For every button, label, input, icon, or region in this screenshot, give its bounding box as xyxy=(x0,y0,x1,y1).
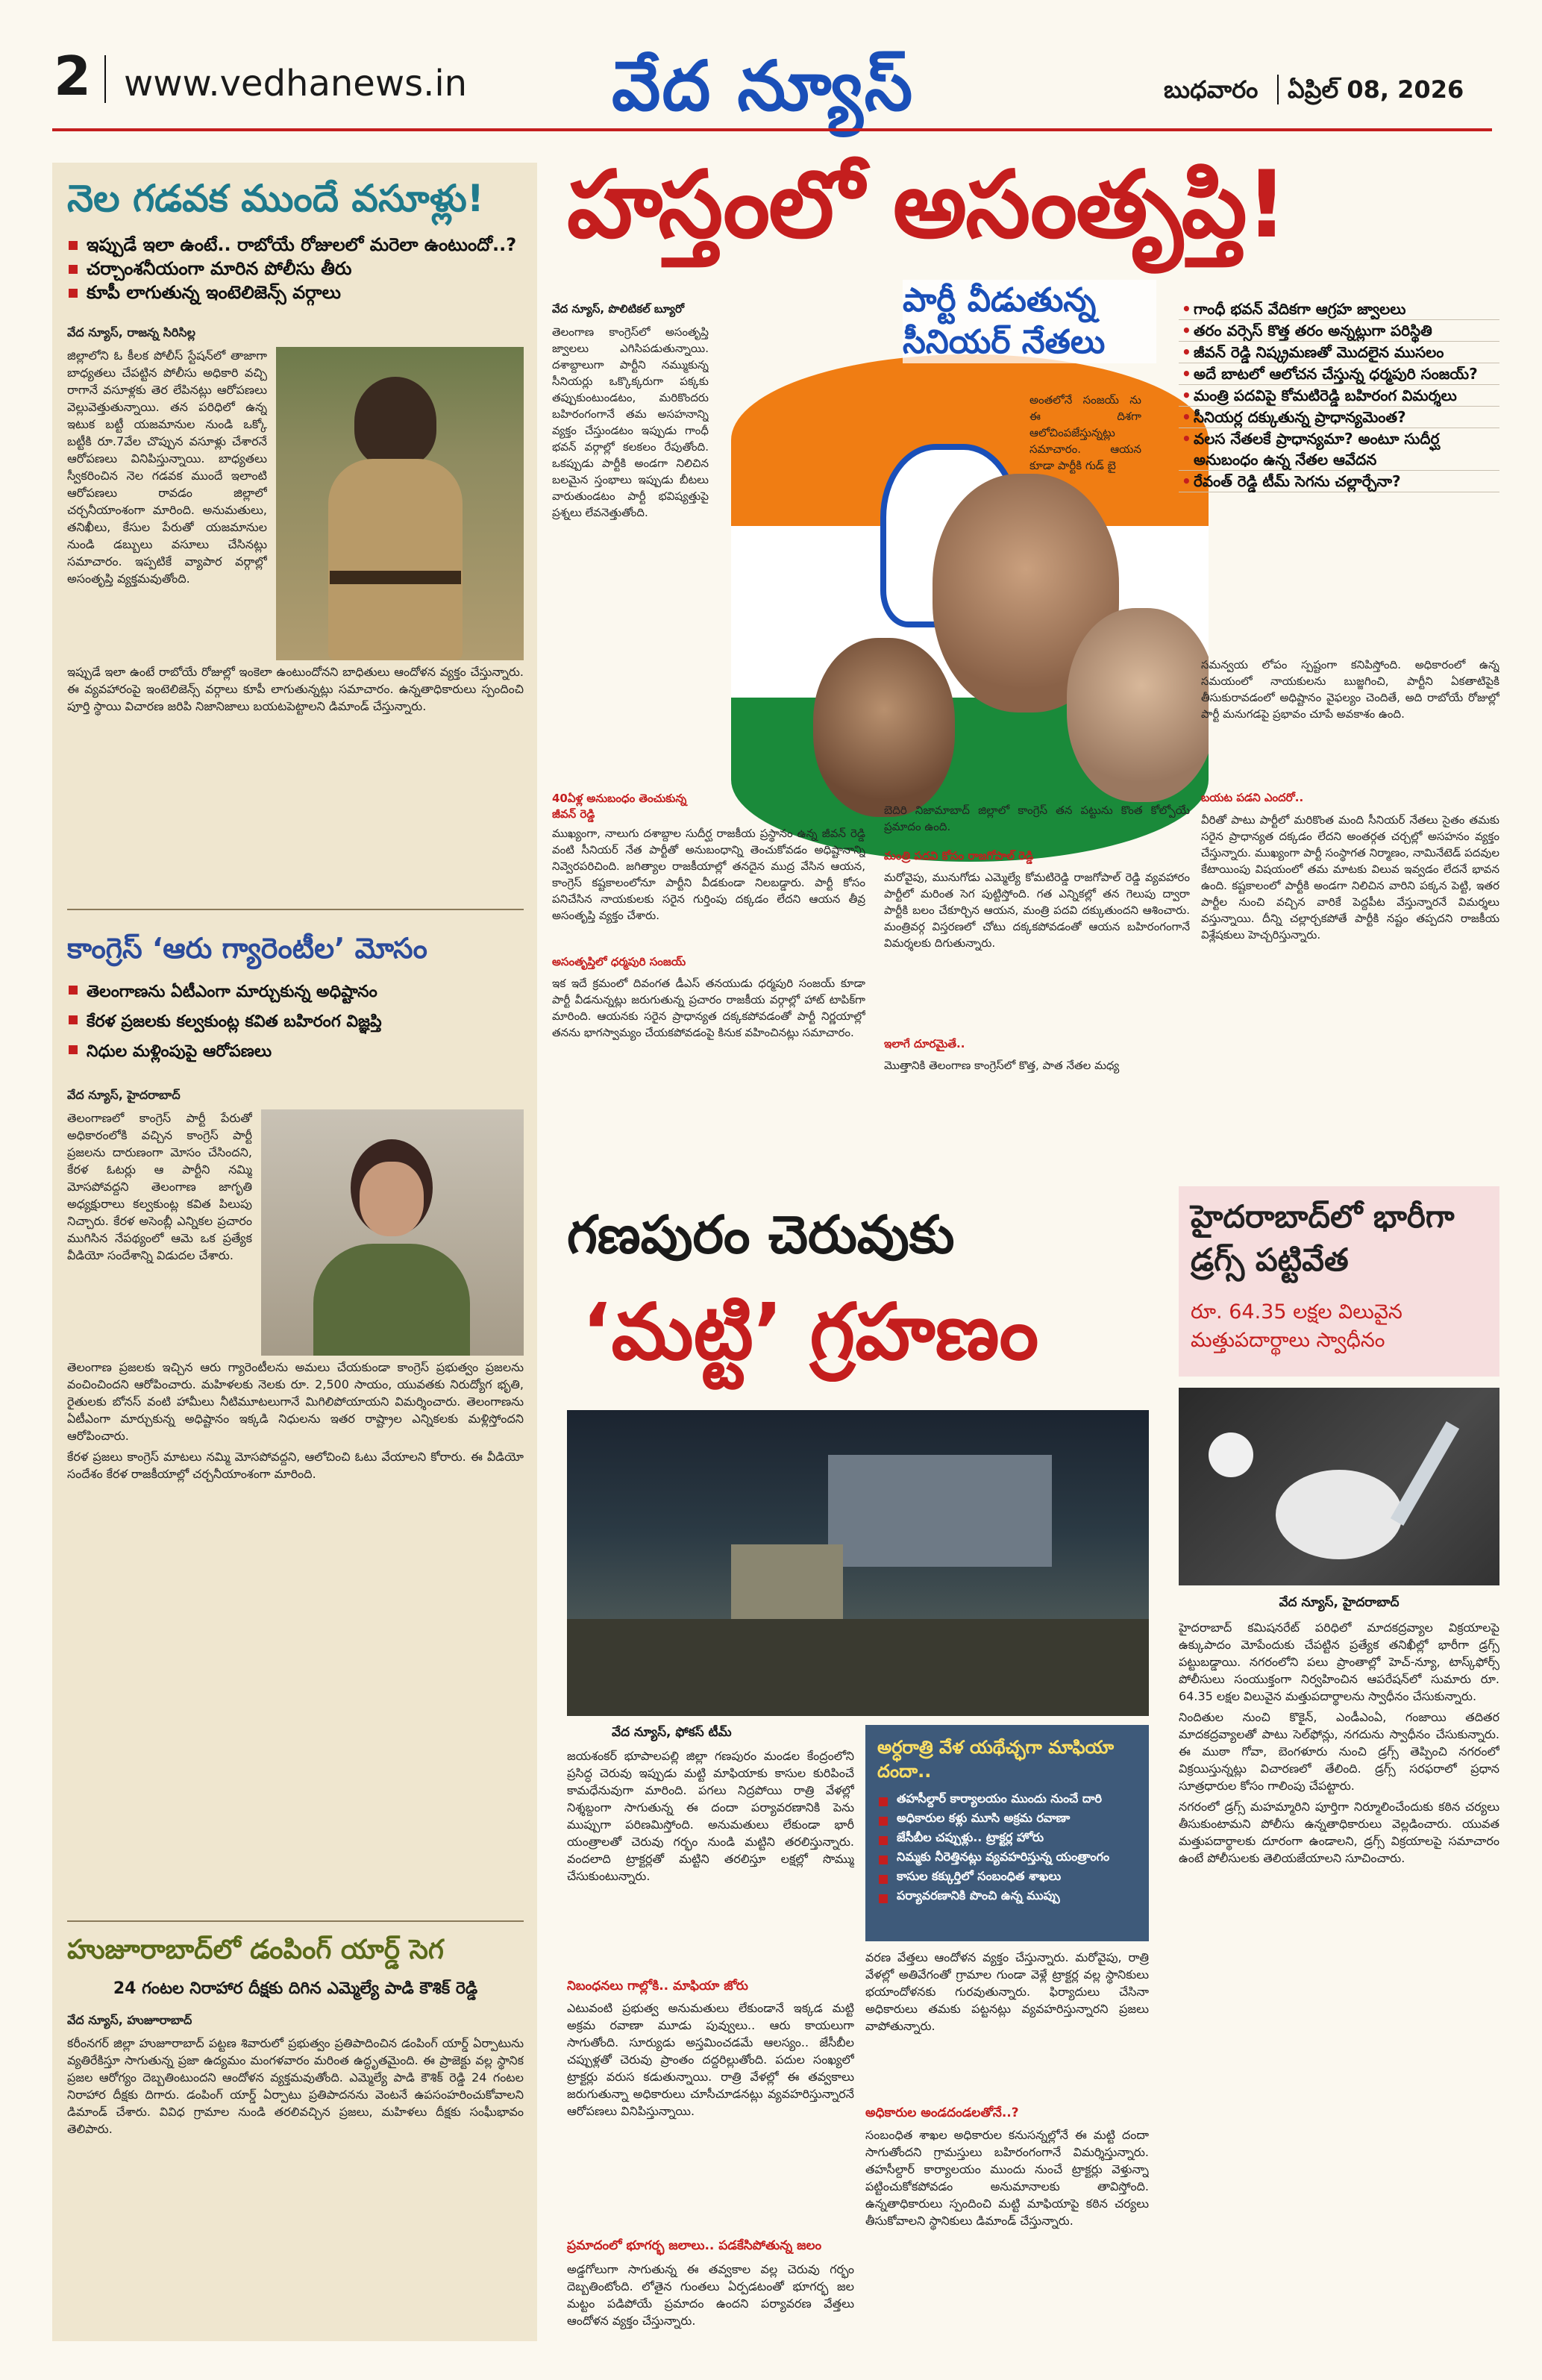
story2-text: తెలంగాణలో కాంగ్రెస్ పార్టీ పేరుతో అధికారంలోకి వచ్చిన కాంగ్రెస్ పార్టీ ప్రజలను దారుణంగా మోసం చేసిందని, కేరళ ఓటర్లు ఆ పార్టీని నమ్మి మోసపోవద్దని తెలంగాణ జాగృతి అధ్యక్షురాలు కల్వకుంట్ల కవిత పిలుపు నిచ్చారు. కేరళ అసెంబ్లీ ఎన్నికల ప్రచారం ముగిసిన నేపథ్యంలో ఆమె ఒక ప్రత్యేక వీడియో సందేశాన్ని విడుదల చేశారు. xyxy=(67,1111,252,1262)
lead-right-text-2: వీరితో పాటు పార్టీలో మరికొంత మంది సీనియర్ నేతలు సైతం తమకు సరైన ప్రాధాన్యత దక్కడం లేదని అంతర్గత చర్చల్లో అసహనం వ్యక్తం చేస్తున్నారు. ముఖ్యంగా పార్టీ సంస్థాగత నిర్మాణం, నామినేటెడ్ పదవుల కేటాయింపు విషయంలో తమ మాటకు విలువ ఇవ్వడం లేదనే భావన ఉంది. కష్టకాలంలో పార్టీకి అండగా నిలిచిన వారిని పక్కన పెట్టి, ఇతర పార్టీల నుంచి వచ్చిన వారికే పెద్దపీట వేస్తున్నారనే విమర్శలు వస్తున్నాయి. దీన్ని చల్లార్చకపోతే పార్టీకి నష్టం తప్పదని రాజకీయ విశ్లేషకులు హెచ్చరిస్తున్నారు. xyxy=(1201,813,1499,942)
police-officer-photo xyxy=(276,347,524,660)
lead-key-points xyxy=(1179,298,1499,649)
lead-text-3: ఇక ఇదే క్రమంలో దివంగత డీఎస్ తనయుడు ధర్మపురి సంజయ్ కూడా పార్టీ వీడనున్నట్లు జరుగుతున్న ప్రచారం రాజకీయ వర్గాల్లో హాట్ టాపిక్‌గా మారింది. ఆయనకు సరైన ప్రాధాన్యత దక్కకపోవడంతో పార్టీ నిర్ణయాల్లో తనను భాగస్వామ్యం చేయకపోవడంపై కినుక వహించినట్లు సమాచారం. xyxy=(552,977,865,1039)
key-point: • జీవన్ రెడ్డి నిష్క్రమణతో మొదలైన ముసలం xyxy=(1179,342,1499,363)
drugs-byline: వేద న్యూస్, హైదరాబాద్ xyxy=(1279,1595,1400,1610)
lake-box-title: అర్ధరాత్రి వేళ యథేచ్ఛగా మాఫియా దందా.. xyxy=(877,1737,1115,1782)
story1-text-2: ఇప్పుడే ఇలా ఉంటే రాబోయే రోజుల్లో ఇంకెలా ఉంటుందోనని బాధితులు ఆందోళన వ్యక్తం చేస్తున్నారు. ఈ వ్యవహారంపై ఇంటెలిజెన్స్ వర్గాలు కూపీ లాగుతున్నట్లు సమాచారం. ఉన్నతాధికారులు స్పందించి పూర్తి స్థాయి విచారణ జరిపి నిజానిజాలు బయటపెట్టాలని డిమాండ్ చేస్తున్నారు. xyxy=(67,665,524,713)
lead-side: అంతలోనే సంజయ్ ను ఈ దిశగా ఆలోచింపజేస్తున్నట్లు సమాచారం. ఆయన కూడా పార్టీకి గుడ్ బై xyxy=(1029,393,1141,472)
lake-box-item: అధికారుల కళ్లు మూసి అక్రమ రవాణా xyxy=(877,1809,1137,1828)
lead-subhead-2: మంత్రి పదవి కోసం రాజగోపాల్ రెడ్డి xyxy=(884,849,1034,862)
website-link[interactable]: www.vedhanews.in xyxy=(124,63,468,104)
lead-subhead-5: బయట పడని ఎందరో.. xyxy=(1201,791,1304,804)
kavitha-photo xyxy=(261,1109,524,1356)
lead-photo-collage xyxy=(716,295,1209,862)
story-collections xyxy=(67,176,524,820)
story2-bullet: నిధుల మళ్లింపుపై ఆరోపణలు xyxy=(67,1037,524,1067)
drugs-headline: హైదరాబాద్‌లో భారీగా డ్రగ్స్ పట్టివేత xyxy=(1191,1198,1455,1278)
story2-byline: వేద న్యూస్, హైదరాబాద్ xyxy=(67,1088,181,1102)
masthead: వేద న్యూస్ xyxy=(612,46,915,126)
story2-bullets xyxy=(67,977,524,1067)
lake-box-item: పర్యావరణానికి పొంచి ఉన్న ముప్పు xyxy=(877,1886,1137,1905)
divider xyxy=(67,909,524,910)
lead-subhead-4: ఇలాగే దూరమైతే.. xyxy=(884,1037,965,1050)
header-divider xyxy=(104,55,106,103)
lake-info-box xyxy=(865,1725,1149,1941)
header-date: ఏప్రిల్ 08, 2026 xyxy=(1288,75,1464,104)
lake-night-photo xyxy=(567,1410,1149,1716)
story1-byline: వేద న్యూస్, రాజన్న సిరిసిల్ల xyxy=(67,325,195,339)
key-point: • తరం వర్సెస్ కొత్త తరం అన్నట్లుగా పరిస్థితి xyxy=(1179,320,1499,342)
lake-story xyxy=(552,1186,1164,2350)
header-rule xyxy=(52,128,1492,131)
lake-text-4: వరణ వేత్తలు ఆందోళన వ్యక్తం చేస్తున్నారు. మరోవైపు, రాత్రి వేళల్లో అతివేగంతో గ్రామాల గుండా వెళ్లే ట్రాక్టర్ల వల్ల స్థానికులు భయాందోళనకు గురవుతున్నారు. ఫిర్యాదులు చేసినా అధికారులు తమకు పట్టనట్లు వ్యవహరిస్తున్నారని ప్రజలు వాపోతున్నారు. xyxy=(865,1950,1149,2033)
lead-headline-text: హస్తంలో అసంతృప్తి! xyxy=(567,151,1287,259)
story2-text-2: తెలంగాణ ప్రజలకు ఇచ్చిన ఆరు గ్యారెంటీలను అమలు చేయకుండా కాంగ్రెస్ ప్రభుత్వం ప్రజలను వంచించిందని ఆరోపించారు. మహిళలకు నెలకు రూ. 2,500 సాయం, యువతకు నిరుద్యోగ భృతి, రైతులకు బోనస్ వంటి హామీలు నీటిమూటలుగానే మిగిలిపోయాయని విమర్శించారు. తెలంగాణను ఏటీఎంగా మార్చుకున్న అధిష్టానం ఇక్కడి నిధులను ఇతర రాష్ట్రాల ఎన్నికలకు మళ్లిస్తోందని ఆరోపించారు. కేరళ ప్రజలు కాంగ్రెస్ మాటలు నమ్మి మోసపోవద్దని, ఆలోచించి ఓటు వేయాలని కోరారు. ఈ వీడియో సందేశం కేరళ రాజకీయాల్లో చర్చనీయాంశంగా మారింది. xyxy=(67,1360,524,1481)
lake-box-item: కాసుల కక్కుర్తిలో సంబంధిత శాఖలు xyxy=(877,1867,1137,1886)
story-dumping-yard xyxy=(67,1932,524,2311)
key-point: • రేవంత్ రెడ్డి టీమ్ సెగను చల్లార్చేనా? xyxy=(1179,471,1499,492)
lead-subhead-1: 40ఏళ్ల అనుబంధం తెంచుకున్న జీవన్ రెడ్డి xyxy=(552,792,687,821)
lake-byline: వేద న్యూస్, ఫోకస్ టీమ్ xyxy=(612,1725,732,1740)
page-number: 2 xyxy=(54,45,92,107)
story3-byline: వేద న్యూస్, హుజూరాబాద్ xyxy=(67,2013,192,2027)
lead-byline: వేద న్యూస్, పొలిటికల్ బ్యూరో xyxy=(552,302,685,316)
story1-bullet: చర్చాంశనీయంగా మారిన పోలీసు తీరు xyxy=(67,257,524,281)
header-day: బుధవారం xyxy=(1164,75,1259,104)
story3-headline: హుజూరాబాద్‌లో డంపింగ్ యార్డ్ సెగ xyxy=(67,1935,444,1965)
drugs-deck: రూ. 64.35 లక్షల విలువైన మత్తుపదార్థాలు స్వాధీనం xyxy=(1191,1300,1402,1352)
drugs-story xyxy=(1179,1186,1499,2350)
lead-deck: పార్టీ వీడుతున్న సీనియర్ నేతలు xyxy=(903,280,1156,363)
lake-text-1: జయశంకర్ భూపాలపల్లి జిల్లా గణపురం మండల కేంద్రంలోని ప్రసిద్ధ చెరువు ఇప్పుడు మట్టి మాఫియాకు కాసుల కురిపించే కామధేనువుగా మారింది. పగలు నిద్రపోయి రాత్రి వేళల్లో నిశ్శబ్దంగా సాగుతున్న ఈ దందా పర్యావరణానికి పెను ముప్పుగా పరిణమిస్తోంది. అనుమతులు లేకుండా భారీ యంత్రాలతో చెరువు గర్భం నుండి మట్టిని తరలిస్తున్నారు. వందలాది ట్రాక్టర్లతో మట్టిని తరలిస్తూ లక్షల్లో సొమ్ము చేసుకుంటున్నారు. xyxy=(567,1749,854,1883)
header-divider-2 xyxy=(1277,75,1279,104)
story-guarantees xyxy=(67,930,524,1672)
lead-intro: తెలంగాణ కాంగ్రెస్‌లో అసంతృప్తి జ్వాలలు ఎగిసిపడుతున్నాయి. దశాబ్దాలుగా పార్టీని నమ్ముకున్న సీనియర్లు ఒక్కొక్కరుగా పక్కకు తప్పుకుంటుండటం, మరికొందరు బహిరంగంగానే తమ అసహనాన్ని వ్యక్తం చేస్తుండటం ఇప్పుడు గాంధీ భవన్ వర్గాల్లో కలకలం రేపుతోంది. ఒకప్పుడు పార్టీకి అండగా నిలిచిన బలమైన స్తంభాలు ఇప్పుడు బీటలు వారుతుండటం పార్టీ భవిష్యత్తుపై ప్రశ్నలు లేవనెత్తుతోంది. xyxy=(552,325,709,519)
lake-headline-2: ‘మట్టి’ గ్రహణం xyxy=(582,1286,1039,1377)
story1-bullets xyxy=(67,233,524,304)
key-point: • గాంధీ భవన్ వేదికగా ఆగ్రహ జ్వాలలు xyxy=(1179,298,1499,320)
lead-headline xyxy=(567,149,1286,261)
drugs-photo xyxy=(1179,1388,1499,1585)
page-header xyxy=(0,0,1542,126)
lead-right-text-1: సమన్వయ లోపం స్పష్టంగా కనిపిస్తోంది. అధికారంలో ఉన్న సమయంలో నాయకులను బుజ్జగించి, పార్టీని ఏకతాటిపైకి తీసుకురావడంలో అధిష్టానం వైఫల్యం చెందితే, అది రాబోయే రోజుల్లో పార్టీ మనుగడపై ప్రభావం చూపే అవకాశం ఉంది. xyxy=(1201,658,1499,721)
lake-text-3: అడ్డగోలుగా సాగుతున్న ఈ తవ్వకాల వల్ల చెరువు గర్భం దెబ్బతింటోంది. లోతైన గుంతలు ఏర్పడటంతో భూగర్భ జల మట్టం పడిపోయే ప్రమాదం ఉందని పర్యావరణ వేత్తలు ఆందోళన వ్యక్తం చేస్తున్నారు. xyxy=(567,2262,854,2328)
lead-text-4: మొత్తానికి తెలంగాణ కాంగ్రెస్‌లో కొత్త, పాత నేతల మధ్య xyxy=(884,1059,1120,1072)
lake-text-2: ఎటువంటి ప్రభుత్వ అనుమతులు లేకుండానే ఇక్కడ మట్టి అక్రమ రవాణా మూడు పువ్వులు.. ఆరు కాయలుగా సాగుతోంది. సూర్యుడు అస్తమించడమే ఆలస్యం.. జేసీబీల చప్పుళ్లతో చెరువు ప్రాంతం దద్దరిల్లుతోంది. పదుల సంఖ్యలో ట్రాక్టర్లు వరుస కడుతున్నాయి. రాత్రి వేళల్లో ఈ తవ్వకాలు జరుగుతున్నా అధికారులు చూసీచూడనట్లు వ్యవహరిస్తున్నారనే ఆరోపణలు వినిపిస్తున్నాయి. xyxy=(567,2001,854,2118)
lake-box-item: తహసీల్దార్ కార్యాలయం ముందు నుంచే దారి xyxy=(877,1789,1137,1809)
drugs-text: హైదరాబాద్ కమిషనరేట్ పరిధిలో మాదకద్రవ్యాల విక్రయాలపై ఉక్కుపాదం మోపేందుకు చేపట్టిన ప్రత్యేక తనిఖీల్లో భారీగా డ్రగ్స్ పట్టుబడ్డాయి. నగరంలోని పలు ప్రాంతాల్లో హెచ్-న్యూ, టాస్క్‌ఫోర్స్ పోలీసులు సంయుక్తంగా నిర్వహించిన ఆపరేషన్‌లో సుమారు రూ. 64.35 లక్షల విలువైన మత్తుపదార్థాలను స్వాధీనం చేసుకున్నారు. నిందితుల నుంచి కొకైన్, ఎండీఎంఏ, గంజాయి తదితర మాదకద్రవ్యాలతో పాటు సెల్‌ఫోన్లు, నగదును స్వాధీనం చేసుకున్నారు. ఈ ముఠా గోవా, బెంగళూరు నుంచి డ్రగ్స్ తెప్పించి నగరంలో విక్రయిస్తున్నట్లు విచారణలో తేలింది. డ్రగ్స్ సరఫరాలో ప్రధాన సూత్రధారుల కోసం గాలింపు చేపట్టారు. నగరంలో డ్రగ్స్ మహమ్మారిని పూర్తిగా నిర్మూలించేందుకు కఠిన చర్యలు తీసుకుంటామని పోలీసు ఉన్నతాధికారులు వెల్లడించారు. యువత మత్తుపదార్థాలకు దూరంగా ఉండాలని, డ్రగ్స్ విక్రయాలపై సమాచారం ఉంటే పోలీసులకు తెలియజేయాలని సూచించారు. xyxy=(1179,1620,1499,1865)
story2-bullet: కేరళ ప్రజలకు కల్వకుంట్ల కవిత బహిరంగ విజ్ఞప్తి xyxy=(67,1007,524,1037)
key-point: • అదే బాటలో ఆలోచన చేస్తున్న ధర్మపురి సంజయ్? xyxy=(1179,363,1499,385)
lake-subhead-2: ప్రమాదంలో భూగర్భ జలాలు.. పడకేసిపోతున్న జలం xyxy=(567,2238,822,2253)
key-point: • వలస నేతలకే ప్రాధాన్యమా? అంటూ సుదీర్ఘ అనుబంధం ఉన్న నేతల ఆవేదన xyxy=(1179,428,1499,471)
story1-headline: నెల గడవక ముందే వసూళ్లు! xyxy=(67,177,484,220)
lake-box-item: జేసీబీల చప్పుళ్లు.. ట్రాక్టర్ల హోరు xyxy=(877,1828,1137,1847)
lake-headline-1: గణపురం చెరువుకు xyxy=(567,1204,955,1265)
divider xyxy=(67,1920,524,1922)
lead-subhead-3: అసంతృప్తిలో ధర్మపురి సంజయ్ xyxy=(552,955,686,968)
lead-text-2: మరోవైపు, మునుగోడు ఎమ్మెల్యే కోమటిరెడ్డి రాజగోపాల్ రెడ్డి వ్యవహారం పార్టీలో మరింత సెగ పుట్టిస్తోంది. గత ఎన్నికల్లో తన గెలుపు ద్వారా పార్టీకి బలం చేకూర్చిన ఆయన, మంత్రి పదవి దక్కుతుందని ఆశించారు. మంత్రివర్గ విస్తరణలో చోటు దక్కకపోవడంతో ఆయన బహిరంగంగానే విమర్శలకు దిగుతున్నారు. xyxy=(884,871,1190,950)
lake-subhead-1: నిబంధనలు గాల్లోకి.. మాఫియా జోరు xyxy=(567,1979,748,1994)
story1-bullet: కూపీ లాగుతున్న ఇంటెలిజెన్స్ వర్గాలు xyxy=(67,281,524,304)
key-point: • మంత్రి పదవిపై కోమటిరెడ్డి బహిరంగ విమర్శలు xyxy=(1179,385,1499,407)
lead-story xyxy=(552,142,1499,1134)
story2-bullet: తెలంగాణను ఏటీఎంగా మార్చుకున్న అధిష్టానం xyxy=(67,977,524,1007)
story3-text: కరీంనగర్ జిల్లా హుజూరాబాద్ పట్టణ శివారులో ప్రభుత్వం ప్రతిపాదించిన డంపింగ్ యార్డ్ ఏర్పాటును వ్యతిరేకిస్తూ సాగుతున్న ప్రజా ఉద్యమం మంగళవారం మరింత ఉద్ధృతమైంది. ఈ ప్రాజెక్టు వల్ల స్థానిక ప్రజల ఆరోగ్యం దెబ్బతింటుందని ఆందోళన వ్యక్తమవుతోంది. ఎమ్మెల్యే పాడి కౌశిక్ రెడ్డి 24 గంటల నిరాహార దీక్షకు దిగారు. డంపింగ్ యార్డ్ ఏర్పాటు ప్రతిపాదనను వెంటనే ఉపసంహరించుకోవాలని డిమాండ్ చేశారు. వివిధ గ్రామాల నుండి తరలివచ్చిన ప్రజలు, మహిళలు దీక్షకు సంఘీభావం తెలిపారు. xyxy=(67,2036,524,2136)
lead-text-1: ముఖ్యంగా, నాలుగు దశాబ్దాల సుదీర్ఘ రాజకీయ ప్రస్థానం ఉన్న జీవన్ రెడ్డి వంటి సీనియర్ నేత పార్టీతో అనుబంధాన్ని తెంచుకోవడం అధిష్టానాన్ని నివ్వెరపరిచింది. జగిత్యాల రాజకీయాల్లో తనదైన ముద్ర వేసిన ఆయన, కాంగ్రెస్ కష్టకాలంలోనూ పార్టీని వీడకుండా నిలబడ్డారు. పార్టీ కోసం పనిచేసిన నాయకులకు సరైన గుర్తింపు దక్కడం లేదని ఆయన తీవ్ర అసంతృప్తి వ్యక్తం చేశారు. xyxy=(552,827,865,922)
story1-bullet: ఇప్పుడే ఇలా ఉంటే.. రాబోయే రోజులలో మరెలా ఉంటుందో..? xyxy=(67,233,524,257)
lake-subhead-3: అధికారుల అండదండలతోనే..? xyxy=(865,2105,1019,2120)
lake-box-item: నిమ్మకు నీరెత్తినట్లు వ్యవహరిస్తున్న యంత్రాంగం xyxy=(877,1847,1137,1867)
left-column xyxy=(52,163,537,2341)
key-point: • సీనియర్ల దక్కుతున్న ప్రాధాన్యమెంత? xyxy=(1179,407,1499,428)
lead-photo-caption: బెదిరి నిజామాబాద్ జిల్లాలో కాంగ్రెస్ తన పట్టును కొంత కోల్పోయే ప్రమాదం ఉంది. xyxy=(884,804,1190,833)
story2-headline: కాంగ్రెస్ ‘ఆరు గ్యారెంటీల’ మోసం xyxy=(67,932,427,965)
story3-deck: 24 గంటల నిరాహార దీక్షకు దిగిన ఎమ్మెల్యే పాడి కౌశిక్ రెడ్డి xyxy=(113,1979,478,1998)
story1-text: జిల్లాలోని ఓ కీలక పోలీస్ స్టేషన్‌లో తాజాగా బాధ్యతలు చేపట్టిన పోలీసు అధికారి వచ్చి రాగానే వసూళ్లకు తెర లేపినట్లు ఆరోపణలు వెల్లువెత్తుతున్నాయి. తన పరిధిలో ఉన్న ఇటుక బట్టీ యజమానుల నుండి ఒక్కో బట్టీకి రూ.7వేల చొప్పున వసూళ్లు చేశారనే ఆరోపణలు వినిపిస్తున్నాయి. బాధ్యతలు స్వీకరించిన నెల గడవక ముందే ఇలాంటి ఆరోపణలు రావడం జిల్లాలో చర్చనీయాంశంగా మారింది. అనుమతులు, తనిఖీలు, కేసుల పేరుతో యజమానుల నుండి డబ్బులు వసూలు చేసినట్లు సమాచారం. ఇప్పటికే వ్యాపార వర్గాల్లో అసంతృప్తి వ్యక్తమవుతోంది. xyxy=(67,348,267,586)
lake-text-5: సంబంధిత శాఖల అధికారుల కనుసన్నల్లోనే ఈ మట్టి దందా సాగుతోందని గ్రామస్తులు బహిరంగంగానే విమర్శిస్తున్నారు. తహసీల్దార్ కార్యాలయం ముందు నుంచే ట్రాక్టర్లు వెళ్తున్నా పట్టించుకోకపోవడం అనుమానాలకు తావిస్తోంది. ఉన్నతాధికారులు స్పందించి మట్టి మాఫియాపై కఠిన చర్యలు తీసుకోవాలని స్థానికులు డిమాండ్ చేస్తున్నారు. xyxy=(865,2128,1149,2228)
leader-photo-left xyxy=(813,638,955,817)
